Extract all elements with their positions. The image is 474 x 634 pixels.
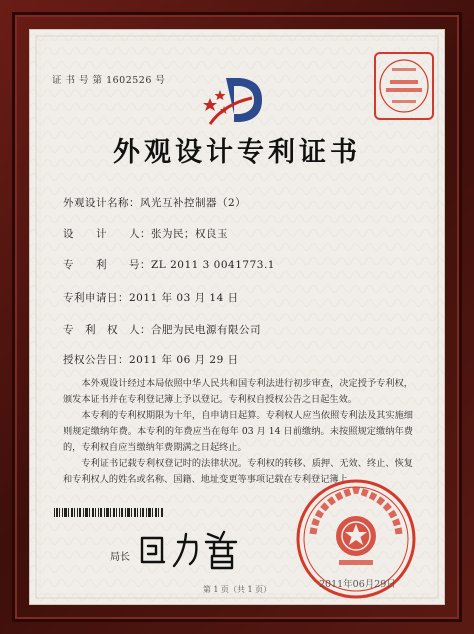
field-label: 授权公告日： (63, 354, 129, 366)
signature-icon (132, 524, 252, 572)
field-label: 外观设计名称： (63, 197, 140, 209)
field-patent-number (63, 257, 275, 272)
agency-stamp-icon (372, 50, 436, 122)
certificate-title: 外观设计专利证书 (113, 137, 361, 168)
certificate-body (63, 376, 413, 488)
barcode-icon (54, 508, 164, 517)
field-value: 张为民；权良玉 (151, 228, 228, 240)
seal-date: 2011年06月29日 (319, 579, 396, 590)
body-paragraph: 本外观设计经过本局依照中华人民共和国专利法进行初步审查，决定授予专利权，颁发本证书并在专利登记簿上予以登记。专利权自授权公告之日起生效。 (63, 378, 413, 405)
field-label: 专 利 号： (63, 259, 151, 271)
field-application-date (63, 290, 239, 305)
field-label: 专利申请日： (63, 292, 129, 304)
field-label: 设 计 人： (63, 228, 151, 240)
sipo-emblem-icon (200, 70, 272, 130)
field-label: 专 利 权 人： (63, 324, 151, 336)
field-value: ZL 2011 3 0041773.1 (151, 259, 275, 271)
field-value: 合肥为民电源有限公司 (151, 324, 261, 336)
certificate-number: 证 书 号 第 1602526 号 (52, 75, 166, 86)
field-grant-date (63, 352, 239, 367)
body-paragraph: 本专利的专利权期限为十年，自申请日起算。专利权人应当依照专利法及其实施细则规定缴纳年费。本专利的年费应当在每年 03 月 14 日前缴纳。未按照规定缴纳年费的，专利权自应当缴纳年费期满之日起终止。 (63, 410, 413, 453)
field-patentee (63, 322, 261, 337)
body-paragraph: 专利证书记载专利权登记时的法律状况。专利权的转移、质押、无效、终止、恢复和专利权人的姓名或名称、国籍、地址变更等事项记载在专利登记簿上。 (63, 458, 413, 485)
field-design-name (63, 195, 246, 210)
page-number: 第 1 页（共 1 页） (202, 585, 272, 594)
field-value: 2011 年 06 月 29 日 (129, 354, 239, 366)
field-value: 风光互补控制器（2） (140, 197, 247, 209)
field-designer (63, 226, 228, 241)
field-value: 2011 年 03 月 14 日 (129, 292, 239, 304)
director-label: 局长 (110, 552, 130, 563)
certificate-paper (30, 30, 444, 604)
